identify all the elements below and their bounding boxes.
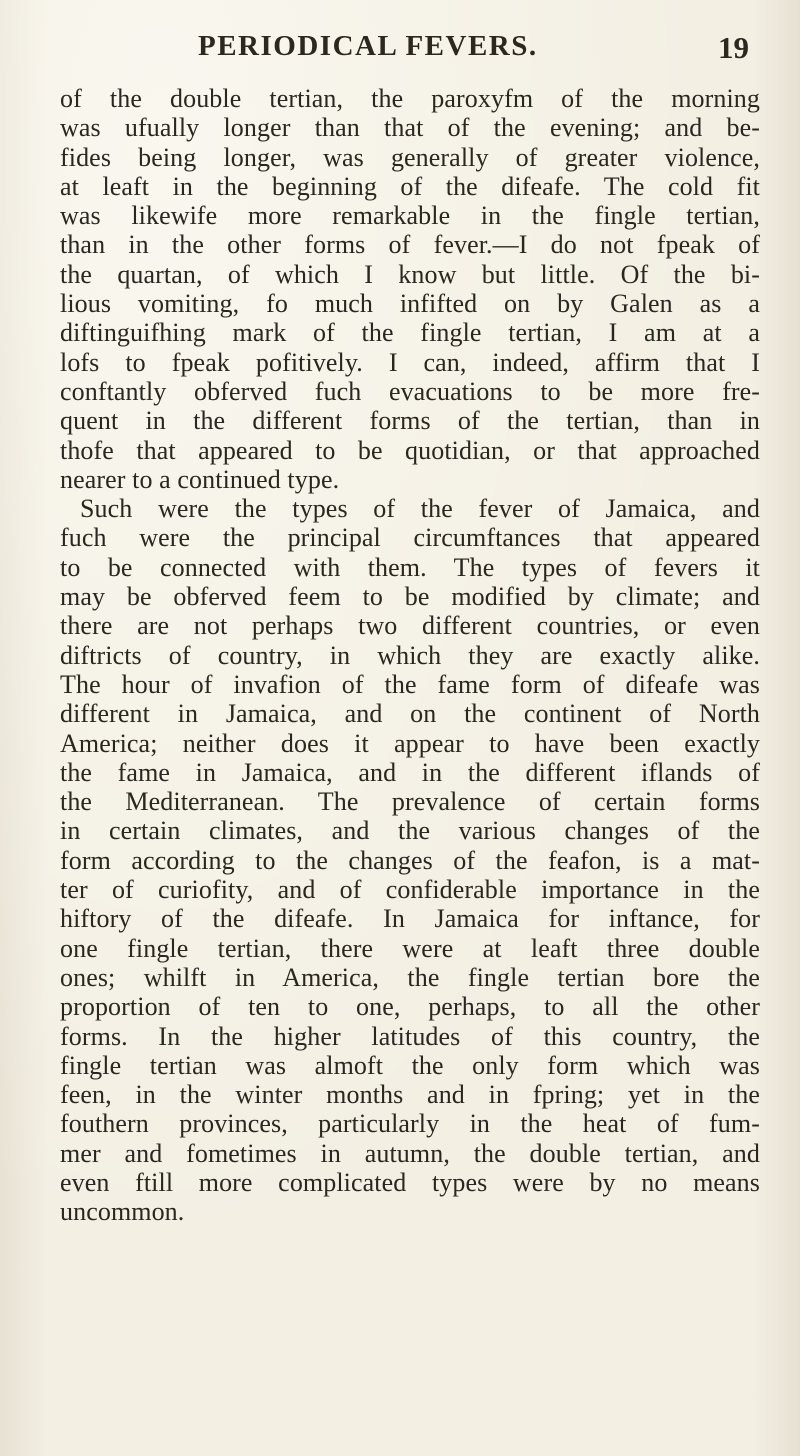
text-line: the Mediterranean. The prevalence of certain forms bbox=[60, 787, 760, 817]
text-line: ter of curiofity, and of confiderable importance in the bbox=[60, 875, 760, 905]
text-line: than in the other forms of fever.—I do not fpeak of bbox=[60, 230, 760, 260]
text-line: in certain climates, and the various changes of the bbox=[60, 816, 760, 846]
running-title: PERIODICAL FEVERS. bbox=[198, 30, 538, 62]
text-line: fuch were the principal circumftances that appeared bbox=[60, 523, 760, 553]
paragraph-start-line: Such were the types of the fever of Jamaica, and bbox=[80, 494, 760, 524]
text-line: diftricts of country, in which they are exactly alike. bbox=[60, 640, 760, 670]
page-number: 19 bbox=[718, 30, 749, 65]
text-line: there are not perhaps two different countries, or even bbox=[60, 611, 760, 641]
text-line: to be connected with them. The types of fevers it bbox=[60, 552, 760, 582]
text-line: feen, in the winter months and in fpring; yet in the bbox=[60, 1080, 760, 1110]
text-line: America; neither does it appear to have been exactly bbox=[60, 728, 760, 758]
text-line: quent in the different forms of the tertian, than in bbox=[60, 406, 760, 436]
text-line: at leaft in the beginning of the difeafe. The cold fit bbox=[60, 171, 760, 201]
text-line: of the double tertian, the paroxyfm of the morning bbox=[60, 84, 760, 113]
text-line: thofe that appeared to be quotidian, or that approached bbox=[60, 435, 760, 465]
text-line: lofs to fpeak pofitively. I can, indeed, affirm that I bbox=[60, 347, 760, 377]
text-line: diftinguifhing mark of the fingle tertian, I am at a bbox=[60, 318, 760, 348]
text-line: form according to the changes of the feafon, is a mat- bbox=[60, 845, 760, 875]
paragraph-end-line: nearer to a continued type. bbox=[60, 464, 340, 494]
text-line: ones; whilft in America, the fingle tertian bore the bbox=[60, 962, 760, 992]
text-line: different in Jamaica, and on the continent of North bbox=[60, 699, 760, 729]
text-line: forms. In the higher latitudes of this country, the bbox=[60, 1021, 760, 1051]
text-line: the quartan, of which I know but little. Of the bi- bbox=[60, 259, 760, 289]
text-line: hiftory of the difeafe. In Jamaica for inftance, for bbox=[60, 904, 760, 934]
text-line: was ufually longer than that of the evening; and be- bbox=[60, 113, 760, 143]
text-line: fides being longer, was generally of greater violence, bbox=[60, 142, 760, 172]
text-line: proportion of ten to one, perhaps, to all the other bbox=[60, 992, 760, 1022]
paragraph-end-line: uncommon. bbox=[60, 1197, 185, 1227]
text-line: The hour of invafion of the fame form of difeafe was bbox=[60, 669, 760, 699]
text-line: may be obferved feem to be modified by climate; and bbox=[60, 582, 760, 612]
text-line: conftantly obferved fuch evacuations to be more fre- bbox=[60, 376, 760, 406]
text-line: even ftill more complicated types were by no means bbox=[60, 1167, 760, 1197]
text-line: the fame in Jamaica, and in the different iflands of bbox=[60, 757, 760, 787]
text-line: was likewife more remarkable in the fingle tertian, bbox=[60, 201, 760, 231]
running-head bbox=[0, 22, 800, 72]
body-text bbox=[60, 84, 760, 1227]
text-line: lious vomiting, fo much infifted on by Galen as a bbox=[60, 289, 760, 319]
text-line: one fingle tertian, there were at leaft three double bbox=[60, 933, 760, 963]
text-line: fouthern provinces, particularly in the heat of fum- bbox=[60, 1109, 760, 1139]
text-line: mer and fometimes in autumn, the double tertian, and bbox=[60, 1138, 760, 1168]
text-line: fingle tertian was almoft the only form which was bbox=[60, 1050, 760, 1080]
